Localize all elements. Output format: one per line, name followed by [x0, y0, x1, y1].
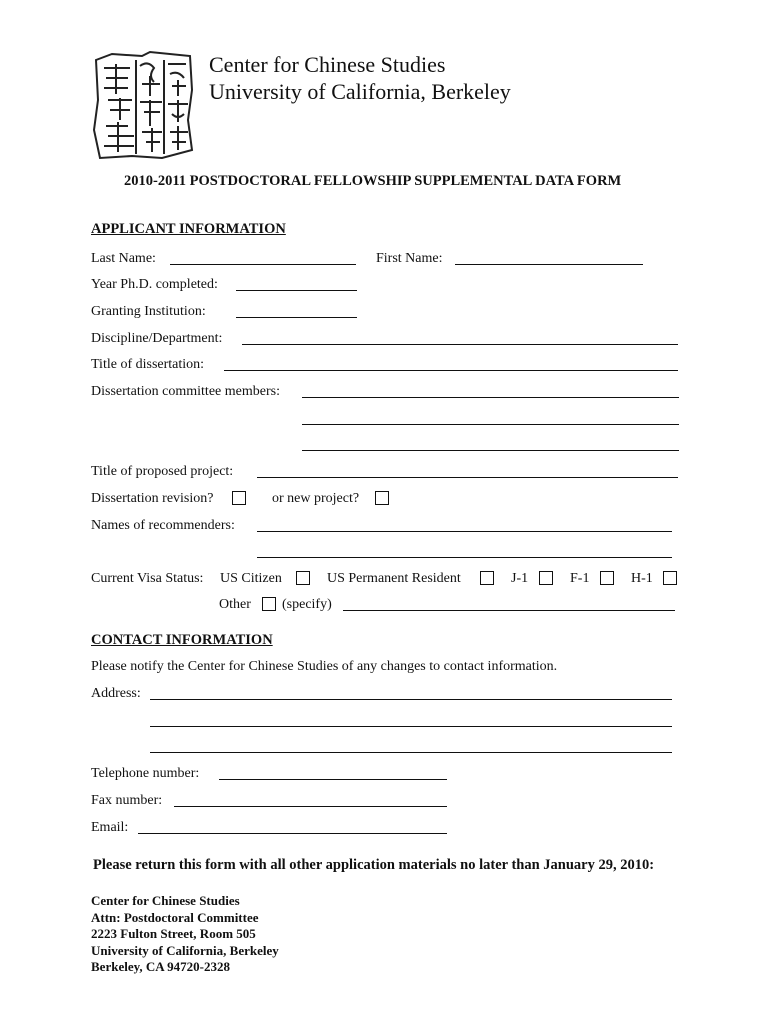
visa-status-label: Current Visa Status:: [91, 571, 204, 586]
granting-institution-field[interactable]: [236, 317, 357, 318]
return-address-line: Center for Chinese Studies: [91, 893, 240, 908]
address-field-1[interactable]: [150, 699, 672, 700]
last-name-field[interactable]: [170, 264, 356, 265]
email-label: Email:: [91, 820, 129, 835]
visa-other-label: Other: [219, 597, 251, 612]
return-address-line: Attn: Postdoctoral Committee: [91, 909, 259, 925]
visa-us-citizen-checkbox[interactable]: [296, 571, 310, 585]
visa-j1-label: J-1: [511, 571, 529, 586]
visa-other-checkbox[interactable]: [262, 597, 276, 611]
fax-field[interactable]: [174, 806, 447, 807]
visa-f1-checkbox[interactable]: [600, 571, 614, 585]
committee-field-2[interactable]: [302, 424, 679, 425]
dissertation-title-label: Title of dissertation:: [91, 357, 205, 372]
visa-specify-field[interactable]: [343, 610, 675, 611]
committee-field-3[interactable]: [302, 450, 679, 451]
recommenders-field-2[interactable]: [257, 557, 672, 558]
telephone-field[interactable]: [219, 779, 447, 780]
return-address-line: University of California, Berkeley: [91, 942, 279, 958]
return-address-line: 2223 Fulton Street, Room 505: [91, 926, 256, 941]
visa-specify-label: (specify): [282, 597, 332, 612]
committee-label: Dissertation committee members:: [91, 384, 280, 399]
address-field-2[interactable]: [150, 726, 672, 727]
visa-permanent-resident-label: US Permanent Resident: [327, 571, 461, 586]
return-notice: Please return this form with all other application materials no later than January 29, 2010:: [93, 857, 655, 873]
telephone-label: Telephone number:: [91, 766, 200, 781]
seal-logo: [92, 50, 196, 162]
committee-field-1[interactable]: [302, 397, 679, 398]
form-title: 2010-2011 POSTDOCTORAL FELLOWSHIP SUPPLEMENTAL DATA FORM: [124, 173, 622, 189]
project-title-field[interactable]: [257, 477, 678, 478]
contact-notice: Please notify the Center for Chinese Studies of any changes to contact information.: [91, 659, 558, 674]
year-phd-field[interactable]: [236, 290, 357, 291]
project-title-label: Title of proposed project:: [91, 464, 234, 479]
discipline-label: Discipline/Department:: [91, 331, 223, 346]
revision-checkbox[interactable]: [232, 491, 246, 505]
org-university: University of California, Berkeley: [209, 79, 511, 104]
org-name: Center for Chinese Studies: [209, 52, 446, 77]
recommenders-field-1[interactable]: [257, 531, 672, 532]
dissertation-title-field[interactable]: [224, 370, 678, 371]
year-phd-label: Year Ph.D. completed:: [91, 277, 218, 292]
recommenders-label: Names of recommenders:: [91, 518, 235, 533]
new-project-label: or new project?: [272, 491, 360, 506]
granting-institution-label: Granting Institution:: [91, 304, 206, 319]
address-label: Address:: [91, 686, 141, 701]
visa-permanent-resident-checkbox[interactable]: [480, 571, 494, 585]
discipline-field[interactable]: [242, 344, 678, 345]
visa-j1-checkbox[interactable]: [539, 571, 553, 585]
first-name-label: First Name:: [376, 251, 443, 266]
visa-h1-checkbox[interactable]: [663, 571, 677, 585]
visa-us-citizen-label: US Citizen: [220, 571, 282, 586]
email-field[interactable]: [138, 833, 447, 834]
visa-f1-label: F-1: [570, 571, 590, 586]
return-address: [91, 893, 279, 976]
visa-h1-label: H-1: [631, 571, 653, 586]
address-field-3[interactable]: [150, 752, 672, 753]
applicant-section-title: APPLICANT INFORMATION: [91, 221, 286, 237]
contact-section-title: CONTACT INFORMATION: [91, 632, 273, 648]
fax-label: Fax number:: [91, 793, 163, 808]
return-address-line: Berkeley, CA 94720-2328: [91, 959, 231, 974]
new-project-checkbox[interactable]: [375, 491, 389, 505]
revision-label: Dissertation revision?: [91, 491, 214, 506]
last-name-label: Last Name:: [91, 251, 156, 266]
first-name-field[interactable]: [455, 264, 643, 265]
